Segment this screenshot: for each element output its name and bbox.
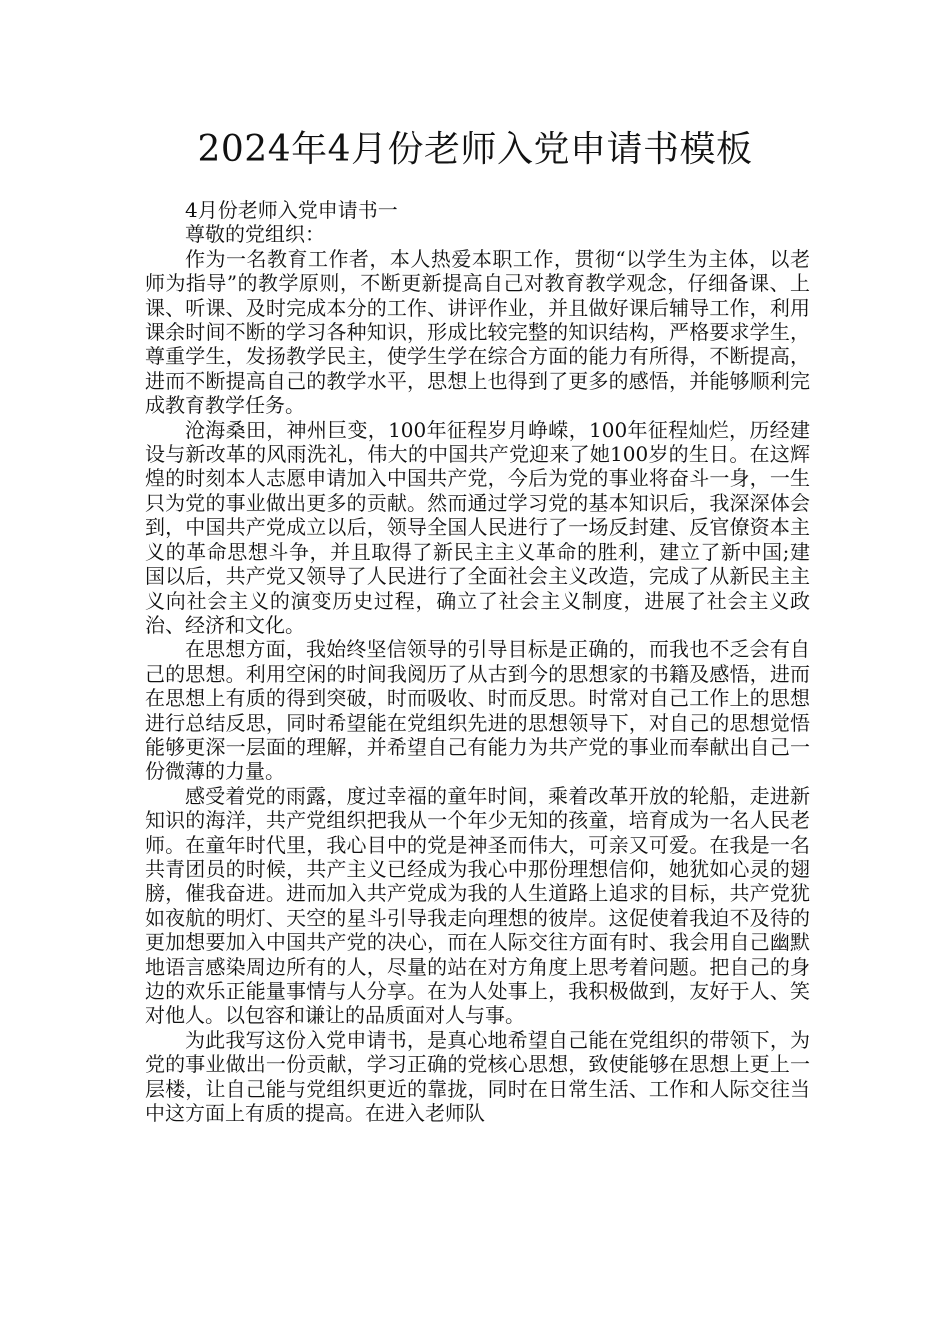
document-title: 2024年4月份老师入党申请书模板 [197, 129, 753, 170]
section-heading: 4月份老师入党申请书一 [185, 198, 398, 222]
body-paragraph: 沧海桑田，神州巨变，100年征程岁月峥嵘，100年征程灿烂，历经建设与新改革的风雨洗礼，伟大的中国共产党迎来了她100岁的生日。在这辉煌的时刻本人志愿申请加入中国共产党，今后为党的事业将奋斗一身，一生只为党的事业做出更多的贡献。然而通过学习党的基本知识后，我深深体会到，中国共产党成立以后，领导全国人民进行了一场反封建、反官僚资本主义的革命思想斗争，并且取得了新民主主义革命的胜利，建立了新中国;建国以后，共产党又领导了人民进行了全面社会主义改造，完成了从新民主主义向社会主义的演变历史过程，确立了社会主义制度，进展了社会主义政治、经济和文化。 [145, 417, 810, 637]
body-paragraph: 作为一名教育工作者，本人热爱本职工作，贯彻“以学生为主体，以老师为指导”的教学原则，不断更新提高自己对教育教学观念，仔细备课、上课、听课、及时完成本分的工作、讲评作业，并且做好课后辅导工作，利用课余时间不断的学习各种知识，形成比较完整的知识结构，严格要求学生，尊重学生，发扬教学民主，使学生学在综合方面的能力有所得，不断提高，进而不断提高自己的教学水平，思想上也得到了更多的感悟，并能够顺利完成教育教学任务。 [145, 246, 810, 418]
body-paragraph: 在思想方面，我始终坚信领导的引导目标是正确的，而我也不乏会有自己的思想。利用空闲的时间我阅历了从古到今的思想家的书籍及感悟，进而在思想上有质的得到突破，时而吸收、时而反思。时常对自己工作上的思想进行总结反思，同时希望能在党组织先进的思想领导下，对自己的思想觉悟能够更深一层面的理解，并希望自己有能力为共产党的事业而奉献出自己一份微薄的力量。 [145, 637, 810, 784]
salutation: 尊敬的党组织： [185, 222, 325, 247]
body-paragraph: 感受着党的雨露，度过幸福的童年时间，乘着改革开放的轮船，走进新知识的海洋，共产党组织把我从一个年少无知的孩童，培育成为一名人民老师。在童年时代里，我心目中的党是神圣而伟大，可亲又可爱。在我是一名共青团员的时候，共产主义已经成为我心中那份理想信仰，她犹如心灵的翅膀，催我奋进。进而加入共产党成为我的人生道路上追求的目标，共产党犹如夜航的明灯、天空的星斗引导我走向理想的彼岸。这促使着我迫不及待的更加想要加入中国共产党的决心，而在人际交往方面有时、我会用自己幽默地语言感染周边所有的人，尽量的站在对方角度上思考着问题。把自己的身边的欢乐正能量事情与人分享。在为人处事上，我积极做到，友好于人、笑对他人。以包容和谦让的品质面对人与事。 [145, 783, 810, 1028]
body-paragraph: 为此我写这份入党申请书，是真心地希望自己能在党组织的带领下，为党的事业做出一份贡献，学习正确的党核心思想，致使能够在思想上更上一层楼，让自己能与党组织更近的靠拢，同时在日常生活、工作和人际交往当中这方面上有质的提高。在进入老师队 [145, 1027, 810, 1126]
document-body [145, 198, 810, 1125]
